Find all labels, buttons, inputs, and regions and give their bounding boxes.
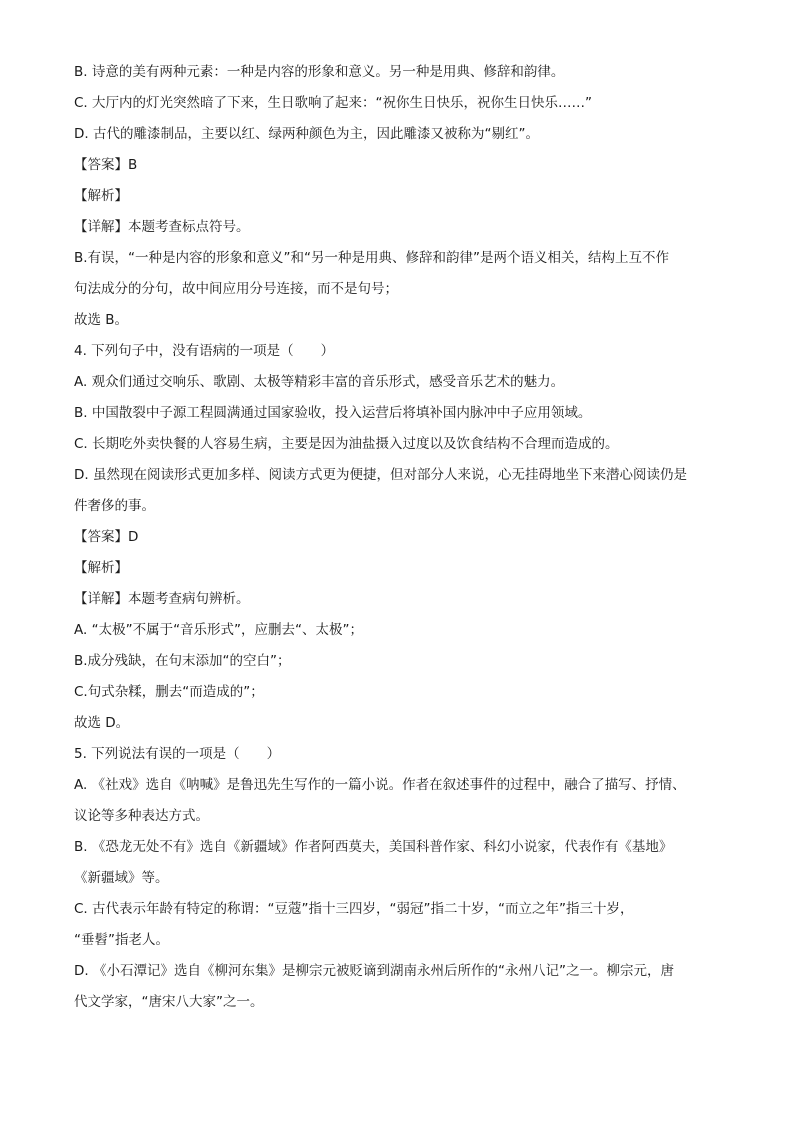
answer-label: 【答案】B: [74, 157, 138, 173]
choice-line: 故选 D。: [74, 715, 130, 731]
question-4-option-a: A. 观众们通过交响乐、歌剧、太极等精彩丰富的音乐形式，感受音乐艺术的魅力。: [74, 374, 565, 390]
question-5-option-d-cont: 代文学家，“唐宋八大家”之一。: [74, 994, 264, 1010]
question-4-option-c: C. 长期吃外卖快餐的人容易生病，主要是因为油盐摄入过度以及饮食结构不合理而造成的。: [74, 436, 619, 452]
question-5-option-b: B. 《恐龙无处不有》选自《新疆域》作者阿西莫夫，美国科普作家、科幻小说家，代表作有《基地》: [74, 839, 673, 855]
question-5-stem: 5. 下列说法有误的一项是（ ）: [74, 746, 281, 762]
question-4-option-d: D. 虽然现在阅读形式更加多样、阅读方式更为便捷，但对部分人来说，心无挂碍地坐下来潜心阅读仍是: [74, 467, 687, 483]
question-5-option-c: C. 古代表示年龄有特定的称谓：“豆蔻”指十三四岁，“弱冠”指二十岁，“而立之年”指三十岁，: [74, 901, 634, 917]
question-5-option-a-cont: 议论等多种表达方式。: [74, 808, 209, 824]
choice-line: 故选 B。: [74, 312, 129, 328]
document-page: [74, 62, 720, 1023]
question-4-option-b: B. 中国散裂中子源工程圆满通过国家验收，投入运营后将填补国内脉冲中子应用领域。: [74, 405, 592, 421]
explanation-line: B.有误，“一种是内容的形象和意义”和“另一种是用典、修辞和韵律”是两个语义相关，结构上互不作: [74, 250, 670, 266]
explanation-line: C.句式杂糅，删去“而造成的”；: [74, 684, 264, 700]
explanation-line: B.成分残缺，在句末添加“的空白”；: [74, 653, 291, 669]
question-4-option-d-cont: 件奢侈的事。: [74, 498, 155, 514]
detail-line: 【详解】本题考查病句辨析。: [74, 591, 250, 607]
explanation-line: 句法成分的分句，故中间应用分号连接，而不是句号；: [74, 281, 398, 297]
analysis-label: 【解析】: [74, 560, 128, 576]
question-5-option-d: D. 《小石潭记》选自《柳河东集》是柳宗元被贬谪到湖南永州后所作的“永州八记”之一。柳宗元，唐: [74, 963, 674, 979]
option-d-line: D. 古代的雕漆制品，主要以红、绿两种颜色为主，因此雕漆又被称为“剔红”。: [74, 126, 539, 142]
question-5-option-a: A. 《社戏》选自《呐喊》是鲁迅先生写作的一篇小说。作者在叙述事件的过程中，融合了描写、抒情、: [74, 777, 686, 793]
explanation-line: A. “太极”不属于“音乐形式”，应删去“、太极”；: [74, 622, 364, 638]
question-4-stem: 4. 下列句子中，没有语病的一项是（ ）: [74, 343, 335, 359]
question-5-option-b-cont: 《新疆域》等。: [74, 870, 169, 886]
option-b-line: B. 诗意的美有两种元素：一种是内容的形象和意义。另一种是用典、修辞和韵律。: [74, 64, 565, 80]
analysis-label: 【解析】: [74, 188, 128, 204]
question-5-option-c-cont: “垂髫”指老人。: [74, 932, 169, 948]
detail-line: 【详解】本题考查标点符号。: [74, 219, 250, 235]
option-c-line: C. 大厅内的灯光突然暗了下来，生日歌响了起来：“祝你生日快乐，祝你生日快乐……”: [74, 95, 592, 111]
answer-label: 【答案】D: [74, 529, 139, 545]
